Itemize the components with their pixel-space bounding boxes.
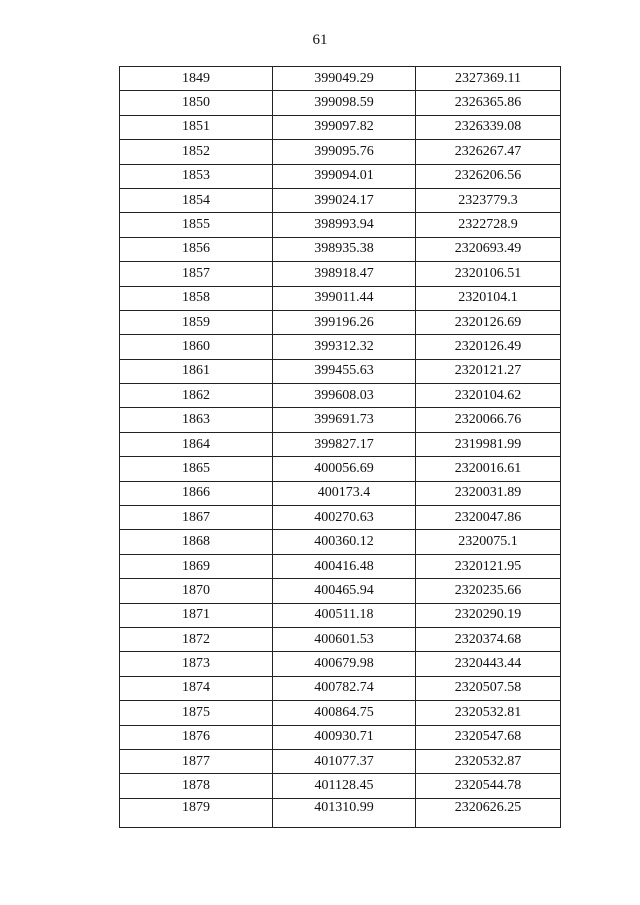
- point-number-cell: 1871: [120, 603, 273, 627]
- x-coordinate-cell: 399095.76: [273, 140, 416, 164]
- y-coordinate-cell: 2326339.08: [416, 115, 561, 139]
- point-number-cell: 1851: [120, 115, 273, 139]
- point-number-cell: 1865: [120, 457, 273, 481]
- y-coordinate-cell: 2319981.99: [416, 432, 561, 456]
- y-coordinate-cell: 2320104.1: [416, 286, 561, 310]
- y-coordinate-cell: 2320532.87: [416, 749, 561, 773]
- point-number-cell: 1877: [120, 749, 273, 773]
- x-coordinate-cell: 400679.98: [273, 652, 416, 676]
- table-row: [120, 506, 561, 530]
- table-row: [120, 798, 561, 827]
- table-row: [120, 164, 561, 188]
- x-coordinate-cell: 400173.4: [273, 481, 416, 505]
- table-row: [120, 725, 561, 749]
- x-coordinate-cell: 399827.17: [273, 432, 416, 456]
- table-row: [120, 262, 561, 286]
- y-coordinate-cell: 2320547.68: [416, 725, 561, 749]
- table-row: [120, 701, 561, 725]
- x-coordinate-cell: 400864.75: [273, 701, 416, 725]
- table-row: [120, 627, 561, 651]
- point-number-cell: 1854: [120, 188, 273, 212]
- x-coordinate-cell: 399097.82: [273, 115, 416, 139]
- y-coordinate-cell: 2320075.1: [416, 530, 561, 554]
- x-coordinate-cell: 400360.12: [273, 530, 416, 554]
- table-row: [120, 384, 561, 408]
- point-number-cell: 1868: [120, 530, 273, 554]
- y-coordinate-cell: 2322728.9: [416, 213, 561, 237]
- point-number-cell: 1853: [120, 164, 273, 188]
- table-row: [120, 310, 561, 334]
- table-row: [120, 749, 561, 773]
- x-coordinate-cell: 398993.94: [273, 213, 416, 237]
- y-coordinate-cell: 2320121.95: [416, 554, 561, 578]
- coordinates-table: [119, 66, 561, 828]
- y-coordinate-cell: 2320106.51: [416, 262, 561, 286]
- x-coordinate-cell: 399094.01: [273, 164, 416, 188]
- table-row: [120, 67, 561, 91]
- point-number-cell: 1864: [120, 432, 273, 456]
- y-coordinate-cell: 2320290.19: [416, 603, 561, 627]
- table-row: [120, 359, 561, 383]
- y-coordinate-cell: 2320544.78: [416, 774, 561, 798]
- x-coordinate-cell: 399312.32: [273, 335, 416, 359]
- point-number-cell: 1857: [120, 262, 273, 286]
- point-number-cell: 1869: [120, 554, 273, 578]
- point-number-cell: 1879: [120, 798, 273, 827]
- table-row: [120, 457, 561, 481]
- x-coordinate-cell: 400056.69: [273, 457, 416, 481]
- y-coordinate-cell: 2320443.44: [416, 652, 561, 676]
- point-number-cell: 1875: [120, 701, 273, 725]
- x-coordinate-cell: 401128.45: [273, 774, 416, 798]
- point-number-cell: 1870: [120, 579, 273, 603]
- y-coordinate-cell: 2320374.68: [416, 627, 561, 651]
- table-row: [120, 140, 561, 164]
- point-number-cell: 1874: [120, 676, 273, 700]
- point-number-cell: 1861: [120, 359, 273, 383]
- x-coordinate-cell: 399691.73: [273, 408, 416, 432]
- table-row: [120, 115, 561, 139]
- page-number: 61: [312, 32, 328, 48]
- y-coordinate-cell: 2320507.58: [416, 676, 561, 700]
- point-number-cell: 1867: [120, 506, 273, 530]
- y-coordinate-cell: 2320031.89: [416, 481, 561, 505]
- x-coordinate-cell: 399011.44: [273, 286, 416, 310]
- table-row: [120, 652, 561, 676]
- x-coordinate-cell: 398918.47: [273, 262, 416, 286]
- table-row: [120, 91, 561, 115]
- table-row: [120, 213, 561, 237]
- point-number-cell: 1876: [120, 725, 273, 749]
- y-coordinate-cell: 2320626.25: [416, 798, 561, 827]
- y-coordinate-cell: 2320235.66: [416, 579, 561, 603]
- point-number-cell: 1856: [120, 237, 273, 261]
- x-coordinate-cell: 400465.94: [273, 579, 416, 603]
- table-row: [120, 237, 561, 261]
- point-number-cell: 1852: [120, 140, 273, 164]
- y-coordinate-cell: 2320126.69: [416, 310, 561, 334]
- point-number-cell: 1878: [120, 774, 273, 798]
- table-row: [120, 603, 561, 627]
- table-row: [120, 774, 561, 798]
- point-number-cell: 1850: [120, 91, 273, 115]
- x-coordinate-cell: 398935.38: [273, 237, 416, 261]
- point-number-cell: 1866: [120, 481, 273, 505]
- x-coordinate-cell: 399098.59: [273, 91, 416, 115]
- y-coordinate-cell: 2326267.47: [416, 140, 561, 164]
- table-row: [120, 579, 561, 603]
- y-coordinate-cell: 2320047.86: [416, 506, 561, 530]
- x-coordinate-cell: 399049.29: [273, 67, 416, 91]
- y-coordinate-cell: 2327369.11: [416, 67, 561, 91]
- y-coordinate-cell: 2320693.49: [416, 237, 561, 261]
- y-coordinate-cell: 2320016.61: [416, 457, 561, 481]
- point-number-cell: 1862: [120, 384, 273, 408]
- y-coordinate-cell: 2320066.76: [416, 408, 561, 432]
- table-row: [120, 481, 561, 505]
- y-coordinate-cell: 2326365.86: [416, 91, 561, 115]
- point-number-cell: 1859: [120, 310, 273, 334]
- x-coordinate-cell: 399024.17: [273, 188, 416, 212]
- point-number-cell: 1858: [120, 286, 273, 310]
- x-coordinate-cell: 401310.99: [273, 798, 416, 827]
- x-coordinate-cell: 400270.63: [273, 506, 416, 530]
- table-body: [120, 67, 561, 828]
- table-row: [120, 432, 561, 456]
- y-coordinate-cell: 2323779.3: [416, 188, 561, 212]
- y-coordinate-cell: 2320121.27: [416, 359, 561, 383]
- table-row: [120, 286, 561, 310]
- point-number-cell: 1849: [120, 67, 273, 91]
- x-coordinate-cell: 400416.48: [273, 554, 416, 578]
- x-coordinate-cell: 400930.71: [273, 725, 416, 749]
- point-number-cell: 1872: [120, 627, 273, 651]
- y-coordinate-cell: 2320126.49: [416, 335, 561, 359]
- x-coordinate-cell: 399608.03: [273, 384, 416, 408]
- table-row: [120, 408, 561, 432]
- table-row: [120, 188, 561, 212]
- x-coordinate-cell: 401077.37: [273, 749, 416, 773]
- point-number-cell: 1855: [120, 213, 273, 237]
- x-coordinate-cell: 400782.74: [273, 676, 416, 700]
- table-row: [120, 554, 561, 578]
- y-coordinate-cell: 2320532.81: [416, 701, 561, 725]
- x-coordinate-cell: 400511.18: [273, 603, 416, 627]
- point-number-cell: 1873: [120, 652, 273, 676]
- point-number-cell: 1863: [120, 408, 273, 432]
- x-coordinate-cell: 399455.63: [273, 359, 416, 383]
- table-row: [120, 530, 561, 554]
- x-coordinate-cell: 399196.26: [273, 310, 416, 334]
- y-coordinate-cell: 2320104.62: [416, 384, 561, 408]
- point-number-cell: 1860: [120, 335, 273, 359]
- y-coordinate-cell: 2326206.56: [416, 164, 561, 188]
- table-row: [120, 335, 561, 359]
- x-coordinate-cell: 400601.53: [273, 627, 416, 651]
- table-row: [120, 676, 561, 700]
